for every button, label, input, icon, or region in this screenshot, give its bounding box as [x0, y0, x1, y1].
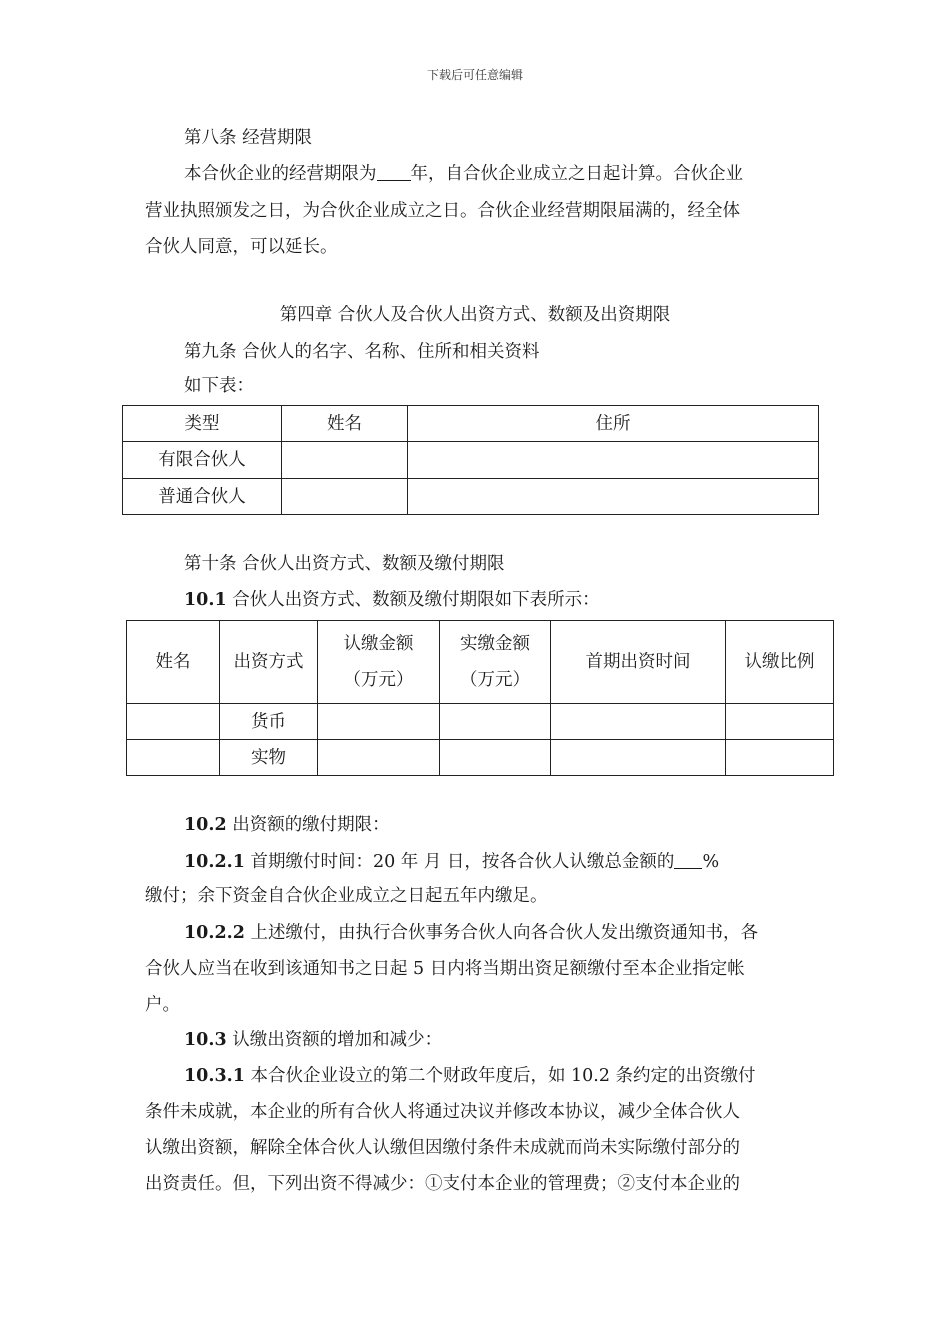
cell-empty	[408, 442, 819, 479]
section-10-2-1-text: 首期缴付时间：20 年 月 日，按各合伙人认缴总金额的	[244, 852, 675, 872]
row-in-kind: 实物	[220, 740, 318, 776]
article-8-line-1b: 年，自合伙企业成立之日起计算。合伙企业	[410, 164, 743, 184]
section-10-1	[184, 589, 600, 611]
cell-empty	[127, 704, 220, 740]
row-limited-partner: 有限合伙人	[123, 442, 282, 479]
cell-empty	[551, 740, 726, 776]
cell-empty	[408, 479, 819, 515]
section-10-3-1-text: 本合伙企业设立的第二个财政年度后，如 10.2 条约定的出资缴付	[244, 1066, 756, 1086]
blank-years	[377, 162, 411, 181]
col-subscribed-line2: （万元）	[343, 670, 414, 690]
cell-empty	[440, 740, 551, 776]
cell-empty	[726, 740, 834, 776]
cell-empty	[127, 740, 220, 776]
article-10-title: 第十条 合伙人出资方式、数额及缴付期限	[184, 554, 505, 574]
col-name: 姓名	[282, 406, 408, 442]
article-8-line-3: 合伙人同意，可以延长。	[145, 237, 338, 257]
section-10-1-text: 合伙人出资方式、数额及缴付期限如下表所示：	[226, 590, 600, 610]
article-8-title: 第八条 经营期限	[184, 128, 313, 148]
col-subscribed-line1: 认缴金额	[343, 634, 414, 654]
col-method: 出资方式	[220, 621, 318, 704]
section-10-3-1-line-3: 认缴出资额，解除全体合伙人认缴但因缴付条件未成就而尚未实际缴付部分的	[145, 1138, 740, 1158]
blank-percent	[674, 850, 702, 869]
chapter-4-title: 第四章 合伙人及合伙人出资方式、数额及出资期限	[279, 305, 671, 325]
row-general-partner: 普通合伙人	[123, 479, 282, 515]
section-10-3-1-line-2: 条件未成就，本企业的所有合伙人将通过决议并修改本协议，减少全体合伙人	[145, 1102, 740, 1122]
page-header: 下载后可任意编辑	[426, 68, 523, 82]
article-8-line-2: 营业执照颁发之日，为合伙企业成立之日。合伙企业经营期限届满的，经全体	[145, 201, 740, 221]
section-10-2-2-line-1	[184, 922, 758, 944]
section-10-3	[184, 1029, 442, 1051]
col-paid-line2: （万元）	[460, 670, 530, 690]
cell-empty	[282, 479, 408, 515]
contribution-table	[126, 620, 834, 776]
cell-empty	[282, 442, 408, 479]
article-9-intro: 如下表：	[184, 376, 254, 396]
section-10-2-1-num: 10.2.1	[184, 852, 245, 872]
cell-empty	[440, 704, 551, 740]
section-10-2-num: 10.2	[184, 815, 227, 835]
section-10-3-num: 10.3	[184, 1030, 227, 1050]
cell-empty	[726, 704, 834, 740]
section-10-3-text: 认缴出资额的增加和减少：	[226, 1030, 443, 1050]
section-10-3-1-line-4: 出资责任。但，下列出资不得减少：①支付本企业的管理费；②支付本企业的	[145, 1174, 740, 1194]
percent-sign: %	[702, 852, 720, 872]
article-8-line-1	[184, 162, 743, 185]
row-currency: 货币	[220, 704, 318, 740]
section-10-2-1-line-2: 缴付；余下资金自合伙企业成立之日起五年内缴足。	[145, 886, 548, 906]
cell-empty	[318, 704, 440, 740]
col-name: 姓名	[127, 621, 220, 704]
col-first-time: 首期出资时间	[551, 621, 726, 704]
section-10-2-2-line-2: 合伙人应当在收到该通知书之日起 5 日内将当期出资足额缴付至本企业指定帐	[145, 959, 745, 979]
section-10-2-1-line-1	[184, 850, 719, 873]
col-paid	[440, 621, 551, 704]
section-10-2-2-line-3: 户。	[145, 995, 180, 1015]
article-9-title: 第九条 合伙人的名字、名称、住所和相关资料	[184, 342, 540, 362]
article-8-line-1a: 本合伙企业的经营期限为	[184, 164, 377, 184]
cell-empty	[551, 704, 726, 740]
section-10-2-text: 出资额的缴付期限：	[226, 815, 390, 835]
section-10-1-num: 10.1	[184, 590, 227, 610]
section-10-3-1-line-1	[184, 1065, 756, 1087]
col-ratio: 认缴比例	[726, 621, 834, 704]
section-10-2-2-num: 10.2.2	[184, 923, 245, 943]
col-address: 住所	[408, 406, 819, 442]
section-10-3-1-num: 10.3.1	[184, 1066, 245, 1086]
col-paid-line1: 实缴金额	[460, 634, 530, 654]
partner-info-table	[122, 405, 819, 515]
col-type: 类型	[123, 406, 282, 442]
section-10-2-2-text: 上述缴付，由执行合伙事务合伙人向各合伙人发出缴资通知书，各	[244, 923, 758, 943]
section-10-2	[184, 814, 390, 836]
cell-empty	[318, 740, 440, 776]
col-subscribed	[318, 621, 440, 704]
